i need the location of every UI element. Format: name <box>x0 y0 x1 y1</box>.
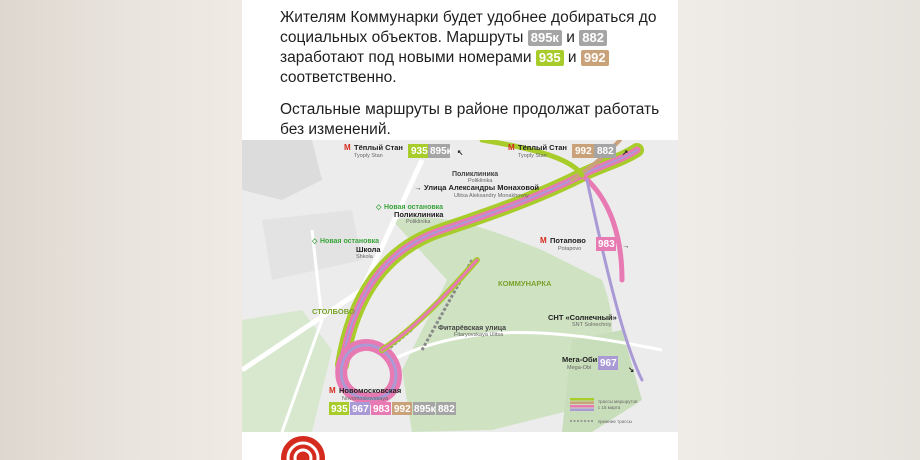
metro-icon: М <box>329 386 336 395</box>
label-street-fitarevskaya-lat: Fitaryovskaya Ulitsa <box>454 332 504 338</box>
route-badge-882: 882 <box>579 30 607 46</box>
legend-swatch-lime <box>570 398 594 401</box>
route-pill-983-label: 983 <box>598 239 615 250</box>
label-new-stop-1: Новая остановка <box>384 204 444 211</box>
stop-name-lat: Potapovo <box>558 246 582 252</box>
arrow-icon: ↗ <box>622 148 629 157</box>
stop-name: Новомосковская <box>339 386 402 395</box>
route-pill-935-label: 935 <box>411 146 428 157</box>
route-pill-967-label: 967 <box>600 358 617 369</box>
route-pill-983-label: 983 <box>373 404 390 415</box>
p1-and-2: и <box>567 49 577 66</box>
route-badge-895k: 895к <box>528 30 562 46</box>
metro-icon: М <box>344 143 351 152</box>
legend-text-1: трассы маршрутов <box>598 399 638 404</box>
arrow-icon: ↘ <box>628 365 635 374</box>
label-new-stop-1-lat: Poliklinika <box>406 219 431 225</box>
route-badge-935: 935 <box>536 50 564 66</box>
p1-text-3: соответственно. <box>280 69 397 86</box>
route-pill-882-label: 882 <box>597 146 614 157</box>
p1-and-1: и <box>566 29 575 46</box>
label-poliklinika-top: Поликлиника <box>452 171 499 178</box>
label-snt-lat: SNT Solnechniy <box>572 322 612 328</box>
route-map-svg <box>242 140 678 432</box>
p1-text-2: заработают под новыми номерами <box>280 49 532 66</box>
paragraph-1 <box>280 8 670 88</box>
stop-name-lat: Mega-Obi <box>567 365 592 371</box>
stop-name-lat: Tyoply Stan <box>518 153 547 159</box>
stop-name-lat: Novomoskovskaya <box>342 396 389 402</box>
stop-name: Потапово <box>550 236 586 245</box>
route-pill-882-label: 882 <box>438 404 455 415</box>
metro-icon: М <box>540 236 547 245</box>
route-pill-967-label: 967 <box>352 404 369 415</box>
label-street-monakhovoy-lat: Ulitsa Aleksandry Monakhovoy <box>454 193 529 199</box>
route-pill-895k-label: 895к <box>414 404 436 415</box>
route-badge-992: 992 <box>581 50 609 66</box>
label-snt: СНТ «Солнечный» <box>548 313 617 322</box>
label-new-stop-1-name: Поликлиника <box>394 210 444 219</box>
route-pill-895k-label: 895к <box>430 146 452 157</box>
article-text <box>280 8 670 152</box>
paragraph-2: Остальные маршруты в районе продолжат работать без изменений. <box>280 101 660 138</box>
route-pill-992-label: 992 <box>394 404 411 415</box>
legend-text-2: с 15 марта <box>598 405 621 410</box>
new-stop-icon: ◇ <box>376 204 382 211</box>
stop-name-lat: Tyoply Stan <box>354 153 383 159</box>
legend-swatch-lavender <box>570 409 594 412</box>
label-new-stop-2-lat: Shkola <box>356 254 373 260</box>
label-street-fitarevskaya: Фитарёвская улица <box>438 325 507 332</box>
label-district-stolbovo: СТОЛБОВО <box>312 307 355 316</box>
legend-text-3: прежние трассы <box>598 419 632 424</box>
legend-swatch-pink <box>570 405 594 408</box>
label-street-monakhovoy: Улица Александры Монаховой <box>424 183 540 192</box>
label-new-stop-2: Новая остановка <box>320 238 380 245</box>
arrow-icon: → <box>414 183 422 192</box>
stop-name: Тёплый Стан <box>518 143 567 152</box>
label-new-stop-2-name: Школа <box>356 245 381 254</box>
stop-name: Мега-Оби <box>562 355 598 364</box>
article-card <box>242 0 678 460</box>
route-pill-935-label: 935 <box>331 404 348 415</box>
legend-swatch-tan <box>570 402 594 405</box>
stop-name: Тёплый Стан <box>354 143 403 152</box>
p1-text-1: Жителям Коммунарки будет удобнее добираться до социальных объектов. Маршруты <box>280 9 657 46</box>
route-pill-992-label: 992 <box>575 146 592 157</box>
arrow-icon: ↖ <box>457 148 464 157</box>
label-poliklinika-top-lat: Poliklinika <box>468 178 493 184</box>
route-map <box>242 140 678 432</box>
new-stop-icon: ◇ <box>312 238 318 245</box>
transport-logo-icon <box>280 435 326 460</box>
arrow-icon: → <box>622 241 630 250</box>
metro-icon: М <box>508 143 515 152</box>
label-district-kommunarka: КОММУНАРКА <box>498 279 552 288</box>
